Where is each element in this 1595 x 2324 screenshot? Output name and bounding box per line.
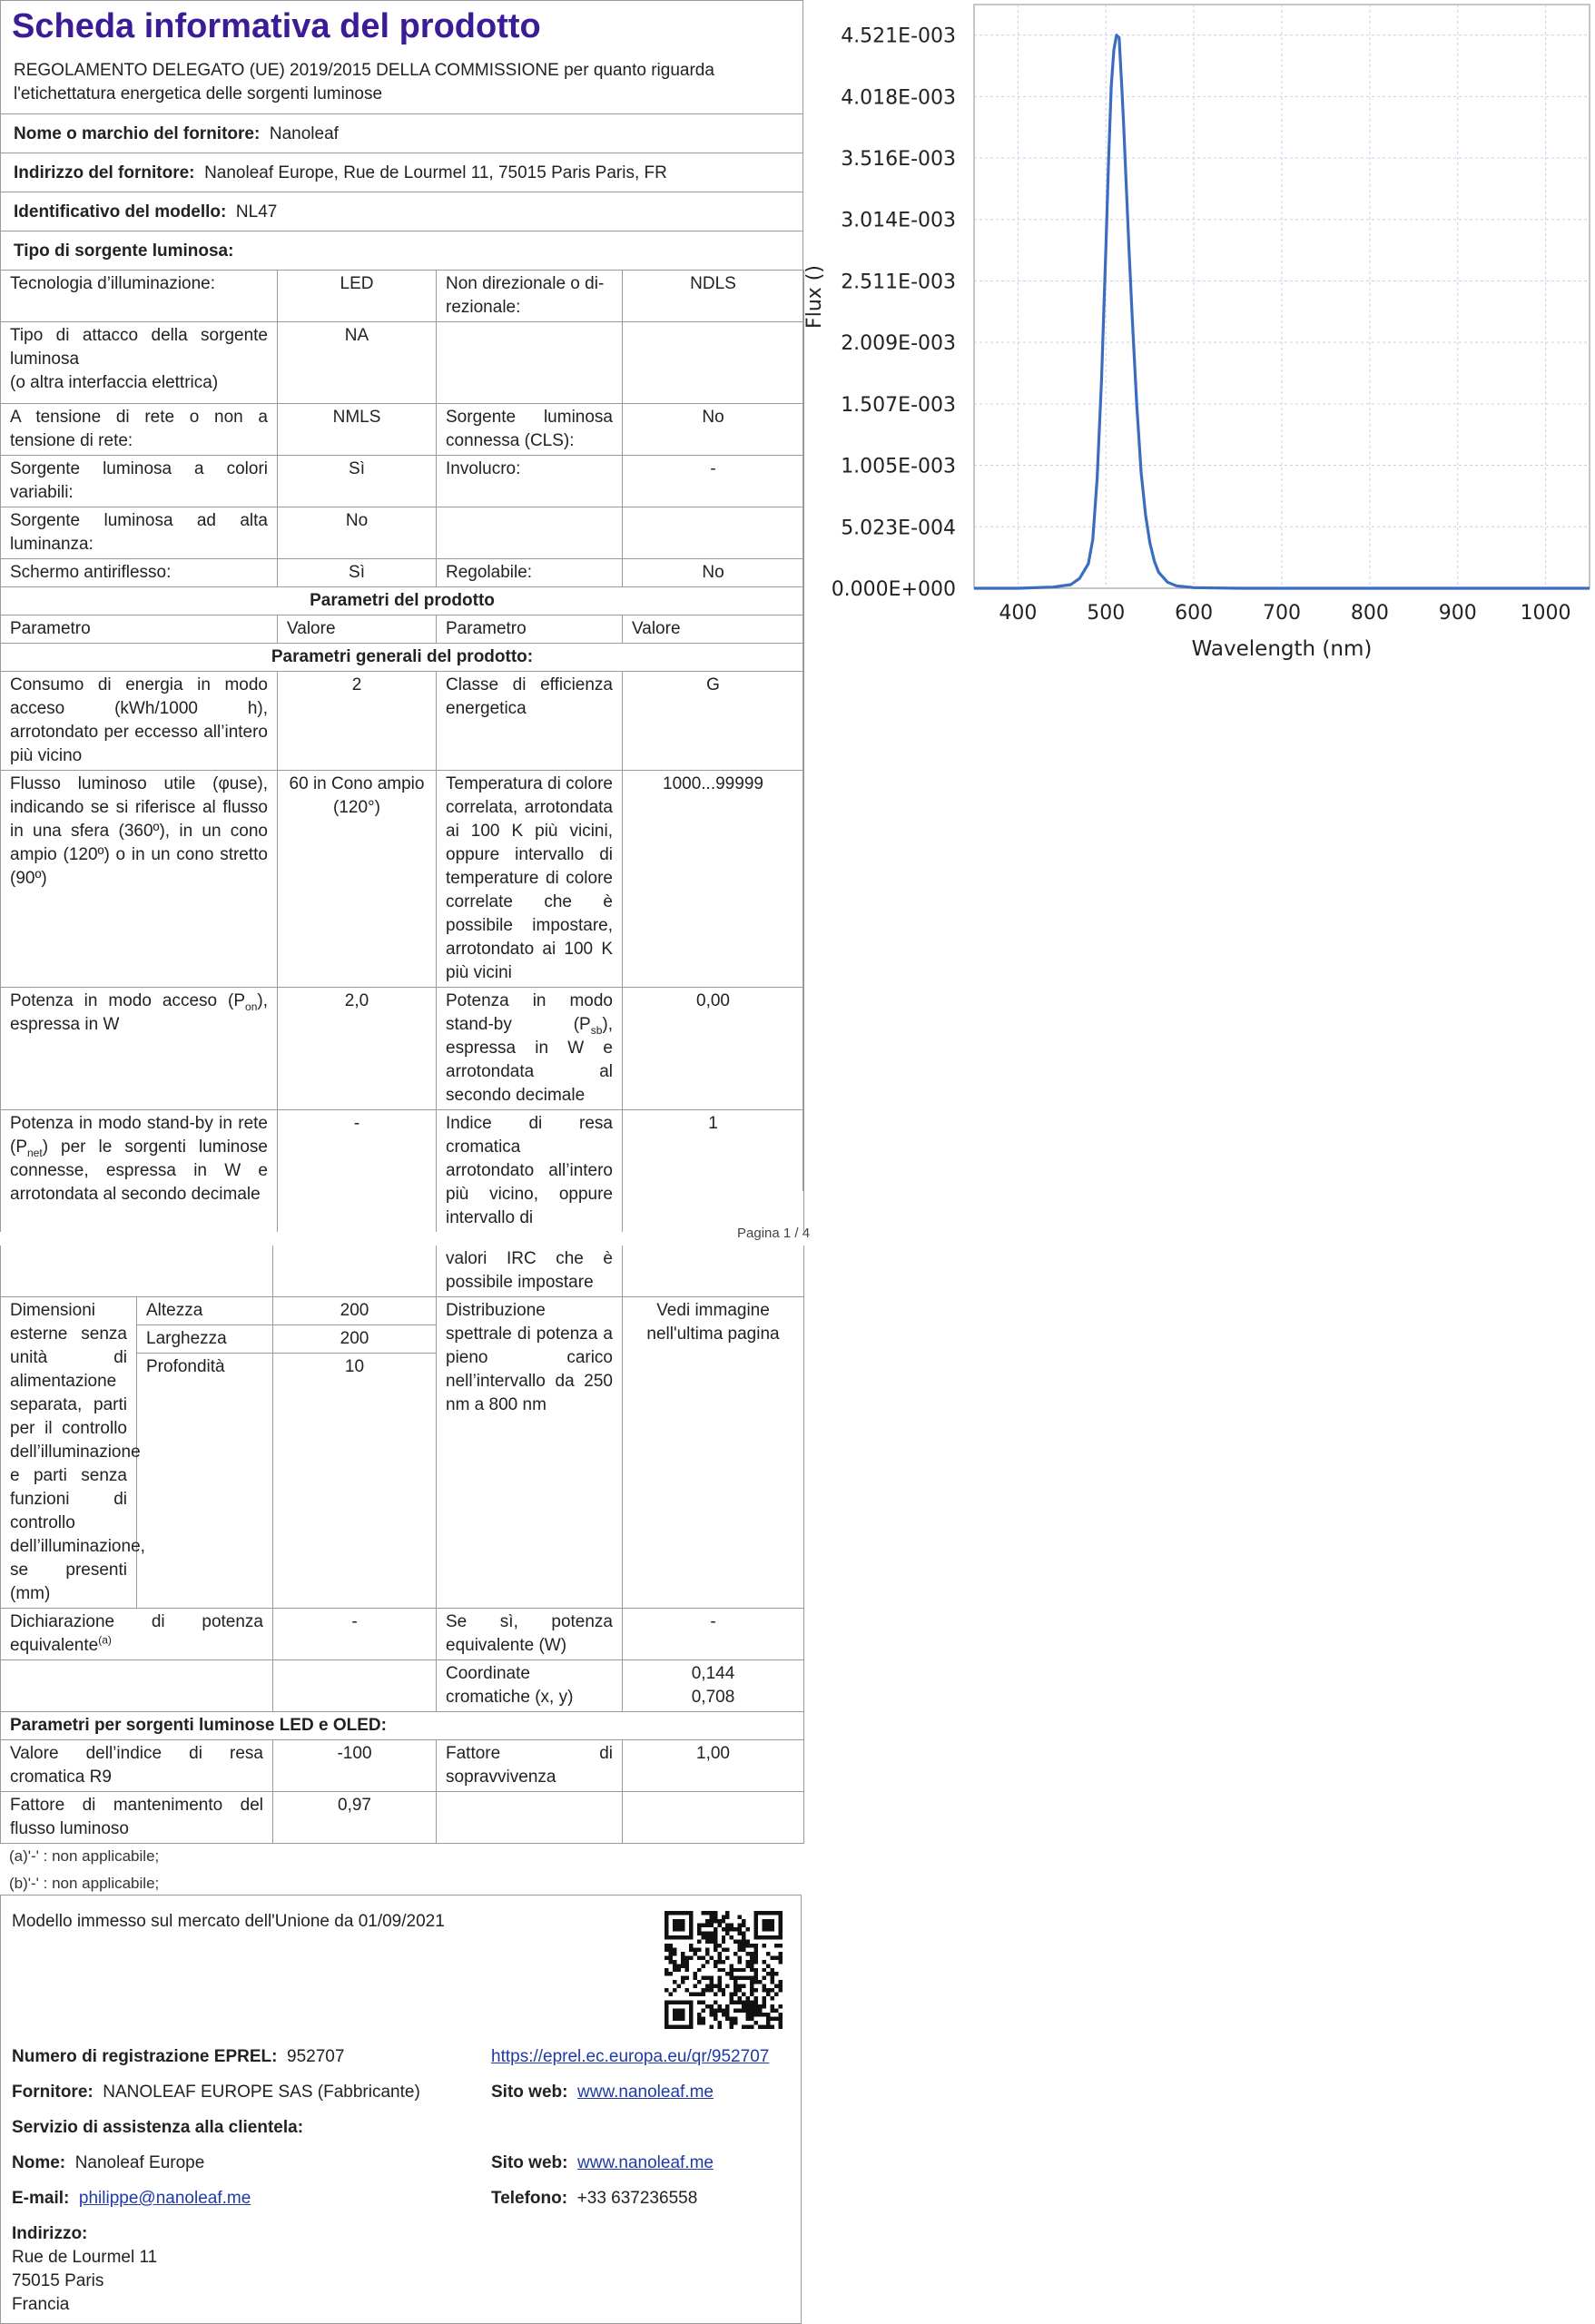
y-tick-label: 2.009E-003 <box>841 332 956 356</box>
dimmable-value: No <box>623 559 804 587</box>
y-tick-label: 1.005E-003 <box>841 455 956 478</box>
supplier-label: Fornitore: <box>12 2083 94 2102</box>
empty-cell <box>273 1660 437 1712</box>
x-tick-label: 400 <box>999 602 1038 625</box>
eprel-card <box>0 1895 802 2324</box>
mains-label: A tensione di rete o non a tensione di rete: <box>1 404 278 456</box>
section-general-params: Parametri generali del prodotto: <box>1 644 804 672</box>
address-line-3: Francia <box>12 2295 70 2314</box>
cap-label-text: Tipo di attacco della sorgente luminosa <box>10 326 268 369</box>
model-id-label: Identificativo del modello: <box>14 202 227 222</box>
model-id-row <box>1 192 802 231</box>
on-power-value: 2,0 <box>278 988 437 1110</box>
supplier-name-label: Nome o marchio del fornitore: <box>14 124 261 143</box>
supplier-value: NANOLEAF EUROPE SAS (Fabbricante) <box>103 2083 420 2102</box>
x-tick-label: 600 <box>1175 602 1214 625</box>
x-tick-label: 1000 <box>1520 602 1571 625</box>
energy-class-label: Classe di efficienza energetica <box>437 672 623 771</box>
section-led-params <box>1 1712 804 1740</box>
table-row <box>1 587 804 615</box>
empty-cell <box>273 1246 437 1297</box>
supplier-address-row <box>1 153 802 192</box>
lumen-maintenance-value: 0,97 <box>273 1792 437 1844</box>
tech-value: LED <box>278 271 437 322</box>
supplier-address: Nanoleaf Europe, Rue de Lourmel 11, 75015 Paris Paris, FR <box>204 163 667 182</box>
y-tick-label: 0.000E+000 <box>831 578 956 601</box>
x-tick-label: 500 <box>1087 602 1126 625</box>
dimensions-label: Dimensioni esterne senza unità di alimentazione separata, parti per il controllo dell’illuminazione e parti senza funzioni di controllo dell’illuminazione, se presenti (mm) <box>1 1297 137 1609</box>
standby-sub: sb <box>590 1023 603 1037</box>
empty-cell <box>437 1792 623 1844</box>
table-row <box>1 771 804 988</box>
email-link[interactable]: philippe@nanoleaf.me <box>78 2189 251 2208</box>
table-row <box>1 672 804 771</box>
website-label: Sito web: <box>491 2083 568 2102</box>
table-row <box>1 1609 804 1660</box>
cap-value: NA <box>278 322 437 404</box>
chromaticity-x: 0,144 <box>691 1664 735 1683</box>
standby-power-value: 0,00 <box>623 988 804 1110</box>
cap-label-sub: (o altra interfaccia elettrica) <box>10 373 219 392</box>
y-tick-label: 4.018E-003 <box>841 86 956 110</box>
page-title: Scheda informativa del prodotto <box>12 7 541 45</box>
cct-label: Temperatura di colore correlata, arrotondata ai 100 K più vicini, oppure intervallo di temperature di colore correlate che è possibile impostare, arrotondato ai 100 K più vicini <box>437 771 623 988</box>
eprel-label: Numero di registrazione EPREL: <box>12 2047 278 2066</box>
table-row <box>1 1297 804 1325</box>
empty-cell <box>623 1246 804 1297</box>
equivalent-power-label <box>1 1609 273 1660</box>
eprel-number: 952707 <box>287 2047 345 2066</box>
address-line-1: Rue de Lourmel 11 <box>12 2248 158 2267</box>
connected-label: Sorgente luminosa connessa (CLS): <box>437 404 623 456</box>
supplier-address-label: Indirizzo del fornitore: <box>14 163 195 182</box>
on-power-sub: on <box>245 1000 258 1013</box>
energy-class-value: G <box>623 672 804 771</box>
empty-cell <box>623 1792 804 1844</box>
empty-cell <box>1 1246 273 1297</box>
qr-code[interactable] <box>665 1911 783 2029</box>
energy-value: 2 <box>278 672 437 771</box>
envelope-label: Involucro: <box>437 456 623 507</box>
network-standby-label <box>1 1110 278 1233</box>
y-tick-label: 1.507E-003 <box>841 393 956 417</box>
cri-value: 1 <box>623 1110 804 1233</box>
column-header: Parametro <box>437 615 623 644</box>
table-row <box>1 1740 804 1792</box>
table-row <box>1 1246 804 1297</box>
envelope-value: - <box>623 456 804 507</box>
service-name-row <box>12 2152 204 2175</box>
colour-tunable-value: Sì <box>278 456 437 507</box>
mains-value: NMLS <box>278 404 437 456</box>
net-sub: net <box>27 1146 43 1159</box>
empty-cell <box>623 507 804 559</box>
empty-cell <box>1 1660 273 1712</box>
connected-value: No <box>623 404 804 456</box>
column-header: Parametro <box>1 615 278 644</box>
eprel-link[interactable]: https://eprel.ec.europa.eu/qr/952707 <box>491 2047 770 2066</box>
table-row <box>1 404 804 456</box>
y-tick-label: 3.516E-003 <box>841 148 956 172</box>
section-product-params: Parametri del prodotto <box>1 587 804 615</box>
colour-tunable-label: Sorgente luminosa a colori variabili: <box>1 456 278 507</box>
cri-label-continued: valori IRC che è possibile impostare <box>437 1246 623 1297</box>
standby-power-label <box>437 988 623 1110</box>
chromaticity-label: Coordinate cromatiche (x, y) <box>437 1660 623 1712</box>
cap-label <box>1 322 278 404</box>
spec-table-page-2 <box>0 1246 804 1844</box>
empty-cell <box>623 322 804 404</box>
spec-table-page-1 <box>0 270 804 1232</box>
x-tick-label: 900 <box>1438 602 1477 625</box>
spectral-distribution-chart <box>799 0 1595 690</box>
on-power-label <box>1 988 278 1110</box>
address-heading <box>12 2222 87 2246</box>
product-sheet-page-2 <box>0 1246 803 1895</box>
customer-service-heading <box>12 2116 303 2140</box>
spd-value: Vedi immagine nell'ultima pagina <box>623 1297 804 1609</box>
x-tick-label: 700 <box>1263 602 1301 625</box>
service-website-row <box>491 2152 714 2175</box>
chromaticity-y: 0,708 <box>691 1688 735 1707</box>
regulation-text: REGOLAMENTO DELEGATO (UE) 2019/2015 DELLA COMMISSIONE per quanto riguarda l'etichettatura energetica delle sorgenti luminose <box>1 48 802 114</box>
y-tick-label: 3.014E-003 <box>841 209 956 232</box>
spd-label: Distribuzione spettrale di potenza a pieno carico nell’intervallo da 250 nm a 800 nm <box>437 1297 623 1609</box>
section-led-title: Parametri per sorgenti luminose LED e OLED: <box>10 1716 387 1735</box>
flux-label: Flusso luminoso utile (φuse), indicando se si riferisce al flusso in una sfera (360º), in un cono ampio (120º) o in un cono stretto (90º) <box>1 771 278 988</box>
high-luminance-label: Sorgente luminosa ad alta luminanza: <box>1 507 278 559</box>
y-tick-label: 5.023E-004 <box>841 517 956 540</box>
survival-value: 1,00 <box>623 1740 804 1792</box>
width-label: Larghezza <box>137 1325 273 1354</box>
table-row <box>1 456 804 507</box>
y-axis-label: Flux () <box>803 265 826 329</box>
cct-value: 1000...99999 <box>623 771 804 988</box>
supplier-row <box>12 2081 420 2104</box>
x-axis-label: Wavelength (nm) <box>1191 637 1373 661</box>
eprel-row <box>12 2045 344 2069</box>
model-id: NL47 <box>235 202 278 222</box>
y-tick-label: 2.511E-003 <box>841 271 956 294</box>
directional-value: NDLS <box>623 271 804 322</box>
depth-value: 10 <box>273 1354 437 1609</box>
standby-label-b: ), espressa in W e arrotondata al secondo decimale <box>446 1015 613 1105</box>
table-row <box>1 271 804 322</box>
phone-value: +33 637236558 <box>576 2189 698 2208</box>
table-row <box>1 322 804 404</box>
high-luminance-value: No <box>278 507 437 559</box>
cri-label: Indice di resa cromatica arrotondato all’intero più vicino, oppure intervallo di <box>437 1110 623 1233</box>
table-row <box>1 507 804 559</box>
table-row <box>1 988 804 1110</box>
on-power-label-b: ), espressa in W <box>10 991 268 1034</box>
chromaticity-value <box>623 1660 804 1712</box>
tech-label: Tecnologia d’illuminazione: <box>1 271 278 322</box>
net-label-b: ) per le sorgenti luminose connesse, espressa in W e arrotondata al secondo decimale <box>10 1137 268 1204</box>
phone-row <box>491 2187 697 2211</box>
footnote-ref: (a) <box>98 1633 112 1647</box>
address-line-2: 75015 Paris <box>12 2271 104 2290</box>
empty-cell <box>437 507 623 559</box>
directional-label: Non direzionale o di-rezionale: <box>437 271 623 322</box>
column-header: Valore <box>623 615 804 644</box>
supplier-name: Nanoleaf <box>269 124 339 143</box>
email-label: E-mail: <box>12 2189 70 2208</box>
y-tick-label: 4.521E-003 <box>841 25 956 48</box>
height-value: 200 <box>273 1297 437 1325</box>
address-label: Indirizzo: <box>12 2224 88 2243</box>
flux-value: 60 in Cono ampio (120°) <box>278 771 437 988</box>
table-row <box>1 559 804 587</box>
equivalent-watt-label: Se sì, potenza equivalente (W) <box>437 1609 623 1660</box>
website-row <box>491 2081 714 2104</box>
website-link[interactable]: www.nanoleaf.me <box>577 2083 714 2102</box>
table-row <box>1 1110 804 1233</box>
service-name: Nanoleaf Europe <box>74 2153 205 2172</box>
service-name-label: Nome: <box>12 2153 66 2172</box>
antiglare-label: Schermo antiriflesso: <box>1 559 278 587</box>
footnote-a: (a)'-' : non applicabile; <box>9 1847 160 1865</box>
equivalent-power-value: - <box>273 1609 437 1660</box>
network-standby-value: - <box>278 1110 437 1233</box>
table-row <box>1 1792 804 1844</box>
r9-value: -100 <box>273 1740 437 1792</box>
source-type-heading <box>1 231 802 270</box>
standby-label-a: Potenza in modo stand-by (P <box>446 991 613 1034</box>
x-tick-label: 800 <box>1350 602 1389 625</box>
on-power-label-a: Potenza in modo acceso (P <box>10 991 246 1010</box>
supplier-name-row <box>1 114 802 153</box>
column-header: Valore <box>278 615 437 644</box>
market-date: Modello immesso sul mercato dell'Unione da 01/09/2021 <box>12 1912 445 1931</box>
antiglare-value: Sì <box>278 559 437 587</box>
empty-cell <box>437 322 623 404</box>
survival-label: Fattore di sopravvivenza <box>437 1740 623 1792</box>
lumen-maintenance-label: Fattore di mantenimento del flusso luminoso <box>1 1792 273 1844</box>
equivalent-watt-value: - <box>623 1609 804 1660</box>
service-website-link[interactable]: www.nanoleaf.me <box>577 2153 714 2172</box>
table-row <box>1 1660 804 1712</box>
energy-label: Consumo di energia in modo acceso (kWh/1000 h), arrotondato per eccesso all’intero più vicino <box>1 672 278 771</box>
service-website-label: Sito web: <box>491 2153 568 2172</box>
equivalent-power-text: Dichiarazione di potenza equivalente <box>10 1612 263 1655</box>
product-sheet-page-1 <box>0 0 803 1227</box>
table-row <box>1 1712 804 1740</box>
source-type-label: Tipo di sorgente luminosa: <box>14 241 234 261</box>
page-number: Pagina 1 / 4 <box>737 1226 811 1241</box>
width-value: 200 <box>273 1325 437 1354</box>
depth-label: Profondità <box>137 1354 273 1609</box>
phone-label: Telefono: <box>491 2189 568 2208</box>
email-row <box>12 2187 251 2211</box>
table-row <box>1 644 804 672</box>
height-label: Altezza <box>137 1297 273 1325</box>
customer-service-label: Servizio di assistenza alla clientela: <box>12 2118 304 2137</box>
net-label-a: Potenza in modo stand-by in rete (P <box>10 1114 268 1157</box>
dimmable-label: Regolabile: <box>437 559 623 587</box>
table-header-row <box>1 615 804 644</box>
r9-label: Valore dell’indice di resa cromatica R9 <box>1 1740 273 1792</box>
footnote-b: (b)'-' : non applicabile; <box>9 1875 160 1892</box>
